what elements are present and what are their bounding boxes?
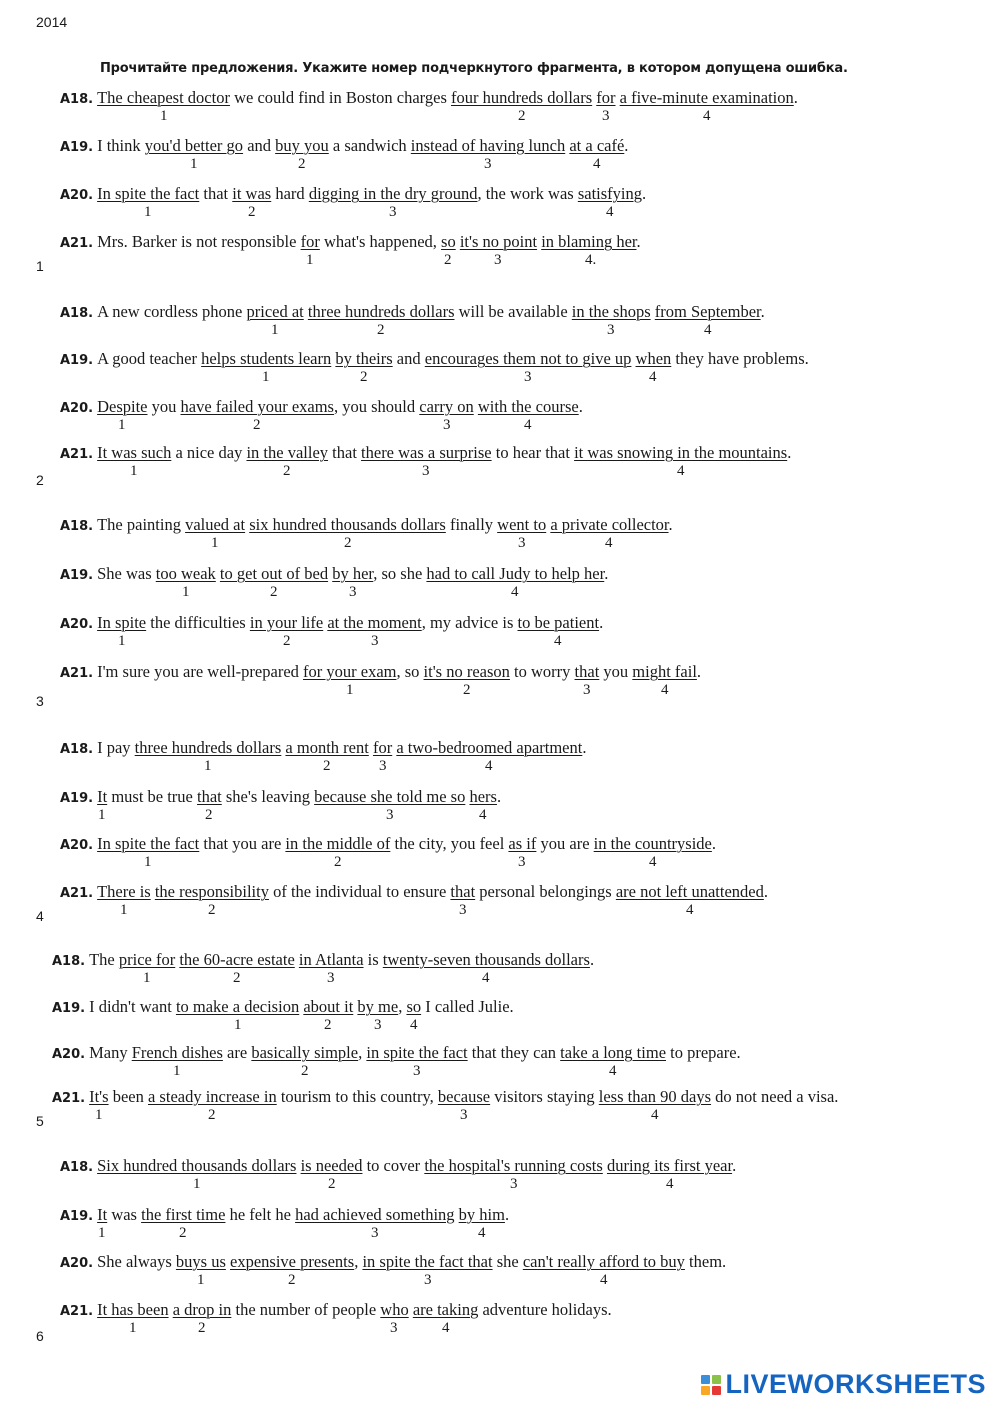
question-item	[60, 662, 701, 682]
question-text: It has been a drop in the number of people who are taking adventure holidays.	[97, 1300, 612, 1319]
underlined-fragment: it was	[232, 184, 272, 203]
fragment-number: 4	[600, 1272, 608, 1288]
question-item	[60, 834, 716, 854]
fragment-number: 2	[334, 854, 342, 870]
underlined-fragment: to get out of bed	[219, 564, 329, 583]
fragment-number: 1	[118, 417, 126, 433]
fragment-number: 3	[583, 682, 591, 698]
fragment-number: 1	[144, 204, 152, 220]
underlined-fragment: when	[635, 349, 672, 368]
question-text: Six hundred thousands dollars is needed to cover the hospital's running costs during its first year.	[97, 1156, 737, 1175]
underlined-fragment: helps students learn	[201, 349, 332, 368]
fragment-number: 1	[346, 682, 354, 698]
question-number: A21.	[60, 1304, 94, 1319]
fragment-number: 1	[144, 854, 152, 870]
question-item	[60, 397, 583, 417]
section-number: 5	[36, 1113, 44, 1129]
underlined-fragment: instead of having lunch	[410, 136, 566, 155]
underlined-fragment: a drop in	[172, 1300, 232, 1319]
fragment-number: 1	[182, 584, 190, 600]
underlined-fragment: It has been	[97, 1300, 169, 1319]
fragment-number: 1	[143, 970, 151, 986]
underlined-fragment: for your exam	[303, 662, 397, 681]
underlined-fragment: have failed your exams	[180, 397, 334, 416]
underlined-fragment: In spite	[97, 613, 147, 632]
question-number: A19.	[60, 791, 94, 806]
fragment-number: 3	[602, 108, 610, 124]
underlined-fragment: by him	[458, 1205, 505, 1224]
fragment-number: 1	[190, 156, 198, 172]
fragment-number: 4	[511, 584, 519, 600]
fragment-number: 1	[211, 535, 219, 551]
question-number: A19.	[60, 1209, 94, 1224]
underlined-fragment: digging in the dry ground	[308, 184, 478, 203]
question-text: I think you'd better go and buy you a sandwich instead of having lunch at a café.	[97, 136, 629, 155]
fragment-number: 4	[649, 369, 657, 385]
fragment-number: 4	[593, 156, 601, 172]
question-item	[52, 1043, 741, 1063]
underlined-fragment: in the countryside	[593, 834, 712, 853]
underlined-fragment: a month rent	[285, 738, 369, 757]
logo-square	[701, 1386, 710, 1395]
underlined-fragment: too weak	[155, 564, 216, 583]
question-item	[60, 88, 798, 108]
fragment-number: 4.	[585, 252, 597, 268]
fragment-number: 2	[323, 758, 331, 774]
fragment-number: 3	[424, 1272, 432, 1288]
fragment-number: 2	[288, 1272, 296, 1288]
fragment-number: 4	[442, 1320, 450, 1336]
question-item	[60, 184, 646, 204]
underlined-fragment: that	[450, 882, 476, 901]
fragment-number: 2	[208, 902, 216, 918]
fragment-number: 3	[371, 1225, 379, 1241]
question-text: I pay three hundreds dollars a month rent for a two-bedroomed apartment.	[97, 738, 587, 757]
underlined-fragment: for	[300, 232, 320, 251]
fragment-number: 3	[460, 1107, 468, 1123]
fragment-number: 4	[677, 463, 685, 479]
logo-square	[712, 1386, 721, 1395]
fragment-number: 3	[422, 463, 430, 479]
fragment-number: 1	[98, 1225, 106, 1241]
underlined-fragment: price for	[118, 950, 176, 969]
fragment-number: 4	[410, 1017, 418, 1033]
underlined-fragment: about it	[303, 997, 354, 1016]
year-label: 2014	[36, 14, 68, 30]
underlined-fragment: a two-bedroomed apartment	[396, 738, 583, 757]
question-item	[60, 738, 586, 758]
question-text: It's been a steady increase in tourism to this country, because visitors staying less than 90 days do not need a visa.	[89, 1087, 839, 1106]
fragment-number: 2	[298, 156, 306, 172]
underlined-fragment: as if	[508, 834, 537, 853]
underlined-fragment: in Atlanta	[298, 950, 364, 969]
question-number: A19.	[60, 140, 94, 155]
fragment-number: 1	[306, 252, 314, 268]
fragment-number: 1	[118, 633, 126, 649]
fragment-number: 2	[208, 1107, 216, 1123]
underlined-fragment: It was such	[97, 443, 172, 462]
fragment-number: 2	[377, 322, 385, 338]
section-number: 2	[36, 472, 44, 488]
underlined-fragment: It	[97, 787, 108, 806]
question-item	[60, 787, 501, 807]
underlined-fragment: went to	[497, 515, 547, 534]
underlined-fragment: might fail	[632, 662, 697, 681]
underlined-fragment: hers	[469, 787, 497, 806]
fragment-number: 3	[349, 584, 357, 600]
underlined-fragment: three hundreds dollars	[307, 302, 455, 321]
question-number: A20.	[52, 1047, 86, 1062]
section-number: 4	[36, 908, 44, 924]
question-text: The painting valued at six hundred thousands dollars finally went to a private collector.	[97, 515, 673, 534]
underlined-fragment: that	[574, 662, 600, 681]
question-item	[60, 613, 603, 633]
fragment-number: 2	[328, 1176, 336, 1192]
question-text: She always buys us expensive presents, in spite the fact that she can't really afford to buy them.	[97, 1252, 727, 1271]
fragment-number: 3	[443, 417, 451, 433]
fragment-number: 3	[607, 322, 615, 338]
question-item	[60, 564, 608, 584]
underlined-fragment: It	[97, 1205, 108, 1224]
fragment-number: 4	[485, 758, 493, 774]
underlined-fragment: from September	[654, 302, 761, 321]
underlined-fragment: is needed	[300, 1156, 363, 1175]
underlined-fragment: a five-minute examination	[619, 88, 794, 107]
underlined-fragment: had achieved something	[295, 1205, 455, 1224]
question-number: A19.	[52, 1001, 86, 1016]
underlined-fragment: buy you	[275, 136, 329, 155]
fragment-number: 1	[262, 369, 270, 385]
question-number: A18.	[60, 519, 94, 534]
question-number: A20.	[60, 401, 94, 416]
logo-grid-icon	[701, 1375, 721, 1395]
brand-name: LIVEWORKSHEETS	[725, 1369, 986, 1399]
question-text: It was the first time he felt he had achieved something by him.	[97, 1205, 510, 1224]
underlined-fragment: to make a decision	[175, 997, 300, 1016]
question-item	[60, 1205, 509, 1225]
underlined-fragment: four hundreds dollars	[451, 88, 593, 107]
question-number: A21.	[60, 447, 94, 462]
fragment-number: 4	[554, 633, 562, 649]
fragment-number: 3	[371, 633, 379, 649]
fragment-number: 1	[160, 108, 168, 124]
question-number: A20.	[60, 188, 94, 203]
fragment-number: 3	[386, 807, 394, 823]
fragment-number: 4	[606, 204, 614, 220]
underlined-fragment: valued at	[185, 515, 246, 534]
question-text: I'm sure you are well-prepared for your exam, so it's no reason to worry that you might fail.	[97, 662, 702, 681]
section-number: 3	[36, 693, 44, 709]
fragment-number: 3	[510, 1176, 518, 1192]
fragment-number: 2	[360, 369, 368, 385]
fragment-number: 1	[95, 1107, 103, 1123]
fragment-number: 2	[179, 1225, 187, 1241]
question-item	[52, 997, 514, 1017]
fragment-number: 2	[248, 204, 256, 220]
underlined-fragment: satisfying	[577, 184, 642, 203]
question-number: A20.	[60, 617, 94, 632]
underlined-fragment: in the shops	[571, 302, 651, 321]
fragment-number: 3	[389, 204, 397, 220]
fragment-number: 3	[494, 252, 502, 268]
underlined-fragment: because	[437, 1087, 491, 1106]
question-text: The price for the 60-acre estate in Atlanta is twenty-seven thousands dollars.	[89, 950, 595, 969]
underlined-fragment: basically simple	[251, 1043, 359, 1062]
fragment-number: 1	[129, 1320, 137, 1336]
fragment-number: 2	[253, 417, 261, 433]
question-text: I didn't want to make a decision about it by me, so I called Julie.	[89, 997, 514, 1016]
fragment-number: 2	[198, 1320, 206, 1336]
question-item	[60, 515, 673, 535]
underlined-fragment: in spite the fact	[366, 1043, 468, 1062]
question-text: A new cordless phone priced at three hundreds dollars will be available in the shops from September.	[97, 302, 765, 321]
fragment-number: 1	[173, 1063, 181, 1079]
question-item	[52, 1087, 838, 1107]
question-item	[60, 1156, 736, 1176]
question-text: Despite you have failed your exams, you should carry on with the course.	[97, 397, 583, 416]
fragment-number: 2	[270, 584, 278, 600]
fragment-number: 1	[98, 807, 106, 823]
question-item	[60, 349, 809, 369]
fragment-number: 2	[233, 970, 241, 986]
underlined-fragment: you'd better go	[144, 136, 244, 155]
underlined-fragment: The cheapest doctor	[97, 88, 230, 107]
underlined-fragment: can't really afford to buy	[522, 1252, 685, 1271]
question-number: A20.	[60, 1256, 94, 1271]
question-item	[60, 1252, 726, 1272]
liveworksheets-logo	[701, 1369, 986, 1400]
underlined-fragment: it's no point	[459, 232, 538, 251]
question-item	[60, 136, 628, 156]
fragment-number: 2	[205, 807, 213, 823]
fragment-number: 1	[204, 758, 212, 774]
fragment-number: 4	[478, 1225, 486, 1241]
underlined-fragment: in your life	[249, 613, 324, 632]
question-text: In spite the fact that you are in the middle of the city, you feel as if you are in the countryside.	[97, 834, 717, 853]
underlined-fragment: expensive presents	[230, 1252, 355, 1271]
question-number: A18.	[60, 742, 94, 757]
fragment-number: 3	[518, 854, 526, 870]
underlined-fragment: had to call Judy to help her	[426, 564, 605, 583]
fragment-number: 3	[327, 970, 335, 986]
underlined-fragment: for	[372, 738, 393, 757]
underlined-fragment: buys us	[175, 1252, 226, 1271]
question-item	[60, 302, 765, 322]
fragment-number: 1	[120, 902, 128, 918]
fragment-number: 4	[479, 807, 487, 823]
fragment-number: 1	[197, 1272, 205, 1288]
question-text: It must be true that she's leaving because she told me so hers.	[97, 787, 502, 806]
instruction-text: Прочитайте предложения. Укажите номер подчеркнутого фрагмента, в котором допущена ошибка.	[100, 61, 848, 76]
logo-square	[712, 1375, 721, 1384]
fragment-number: 1	[193, 1176, 201, 1192]
question-item	[52, 950, 594, 970]
fragment-number: 3	[524, 369, 532, 385]
underlined-fragment: Six hundred thousands dollars	[97, 1156, 297, 1175]
fragment-number: 2	[444, 252, 452, 268]
fragment-number: 1	[130, 463, 138, 479]
question-number: A21.	[60, 666, 94, 681]
underlined-fragment: Despite	[97, 397, 148, 416]
question-item	[60, 1300, 612, 1320]
fragment-number: 3	[390, 1320, 398, 1336]
underlined-fragment: are not left unattended	[615, 882, 764, 901]
question-number: A18.	[60, 1160, 94, 1175]
underlined-fragment: take a long time	[560, 1043, 667, 1062]
fragment-number: 3	[484, 156, 492, 172]
fragment-number: 3	[374, 1017, 382, 1033]
underlined-fragment: there was a surprise	[361, 443, 492, 462]
question-text: She was too weak to get out of bed by her, so she had to call Judy to help her.	[97, 564, 609, 583]
fragment-number: 3	[379, 758, 387, 774]
underlined-fragment: twenty-seven thousands dollars	[382, 950, 590, 969]
logo-square	[701, 1375, 710, 1384]
question-number: A21.	[52, 1091, 86, 1106]
fragment-number: 4	[666, 1176, 674, 1192]
question-number: A18.	[60, 306, 94, 321]
question-text: A good teacher helps students learn by theirs and encourages them not to give up when they have problems.	[97, 349, 809, 368]
underlined-fragment: because she told me so	[314, 787, 466, 806]
fragment-number: 4	[605, 535, 613, 551]
underlined-fragment: the responsibility	[154, 882, 269, 901]
fragment-number: 4	[704, 322, 712, 338]
underlined-fragment: it was snowing in the mountains	[574, 443, 788, 462]
fragment-number: 4	[649, 854, 657, 870]
question-item	[60, 882, 768, 902]
fragment-number: 1	[271, 322, 279, 338]
question-number: A18.	[60, 92, 94, 107]
underlined-fragment: that	[197, 787, 222, 806]
question-text: The cheapest doctor we could find in Boston charges four hundreds dollars for a five-minute examination.	[97, 88, 798, 107]
fragment-number: 2	[283, 463, 291, 479]
underlined-fragment: It's	[89, 1087, 109, 1106]
underlined-fragment: it's no reason	[423, 662, 510, 681]
question-number: A21.	[60, 886, 94, 901]
fragment-number: 4	[661, 682, 669, 698]
fragment-number: 2	[463, 682, 471, 698]
fragment-number: 2	[283, 633, 291, 649]
section-number: 1	[36, 258, 44, 274]
section-number: 6	[36, 1328, 44, 1344]
underlined-fragment: by her	[332, 564, 374, 583]
underlined-fragment: to be patient	[517, 613, 600, 632]
question-number: A19.	[60, 568, 94, 583]
underlined-fragment: for	[596, 88, 616, 107]
fragment-number: 2	[324, 1017, 332, 1033]
underlined-fragment: with the course	[477, 397, 579, 416]
underlined-fragment: at the moment	[327, 613, 422, 632]
underlined-fragment: who	[380, 1300, 409, 1319]
underlined-fragment: in spite the fact that	[362, 1252, 493, 1271]
underlined-fragment: in blaming her	[541, 232, 637, 251]
question-number: A21.	[60, 236, 94, 251]
underlined-fragment: encourages them not to give up	[424, 349, 632, 368]
underlined-fragment: a private collector	[550, 515, 669, 534]
fragment-number: 4	[651, 1107, 659, 1123]
question-text: It was such a nice day in the valley that there was a surprise to hear that it was snowing in the mountains.	[97, 443, 792, 462]
question-text: In spite the difficulties in your life at the moment, my advice is to be patient.	[97, 613, 604, 632]
underlined-fragment: less than 90 days	[598, 1087, 712, 1106]
underlined-fragment: in the valley	[246, 443, 329, 462]
fragment-number: 3	[459, 902, 467, 918]
question-text: There is the responsibility of the individual to ensure that personal belongings are not left unattended.	[97, 882, 768, 901]
underlined-fragment: so	[406, 997, 422, 1016]
underlined-fragment: in the middle of	[285, 834, 391, 853]
underlined-fragment: six hundred thousands dollars	[249, 515, 446, 534]
question-number: A18.	[52, 954, 86, 969]
underlined-fragment: at a café	[569, 136, 625, 155]
underlined-fragment: are taking	[412, 1300, 479, 1319]
underlined-fragment: There is	[97, 882, 151, 901]
question-item	[60, 443, 791, 463]
fragment-number: 4	[703, 108, 711, 124]
underlined-fragment: so	[441, 232, 456, 251]
underlined-fragment: during its first year	[606, 1156, 733, 1175]
fragment-number: 3	[518, 535, 526, 551]
fragment-number: 2	[301, 1063, 309, 1079]
fragment-number: 3	[413, 1063, 421, 1079]
underlined-fragment: French dishes	[131, 1043, 223, 1062]
underlined-fragment: by me	[357, 997, 399, 1016]
question-number: A19.	[60, 353, 94, 368]
question-item	[60, 232, 641, 252]
fragment-number: 4	[686, 902, 694, 918]
question-text: In spite the fact that it was hard digging in the dry ground, the work was satisfying.	[97, 184, 647, 203]
question-text: Many French dishes are basically simple, in spite the fact that they can take a long time to prepare.	[89, 1043, 741, 1062]
underlined-fragment: priced at	[246, 302, 304, 321]
underlined-fragment: carry on	[419, 397, 474, 416]
underlined-fragment: In spite the fact	[97, 184, 200, 203]
underlined-fragment: a steady increase in	[147, 1087, 277, 1106]
fragment-number: 2	[344, 535, 352, 551]
underlined-fragment: the hospital's running costs	[424, 1156, 603, 1175]
underlined-fragment: the first time	[141, 1205, 226, 1224]
fragment-number: 4	[609, 1063, 617, 1079]
fragment-number: 4	[482, 970, 490, 986]
question-text: Mrs. Barker is not responsible for what's happened, so it's no point in blaming her.	[97, 232, 641, 251]
fragment-number: 4	[524, 417, 532, 433]
fragment-number: 2	[518, 108, 526, 124]
question-number: A20.	[60, 838, 94, 853]
underlined-fragment: by theirs	[335, 349, 393, 368]
fragment-number: 1	[234, 1017, 242, 1033]
underlined-fragment: three hundreds dollars	[134, 738, 282, 757]
underlined-fragment: In spite the fact	[97, 834, 200, 853]
underlined-fragment: the 60-acre estate	[179, 950, 295, 969]
